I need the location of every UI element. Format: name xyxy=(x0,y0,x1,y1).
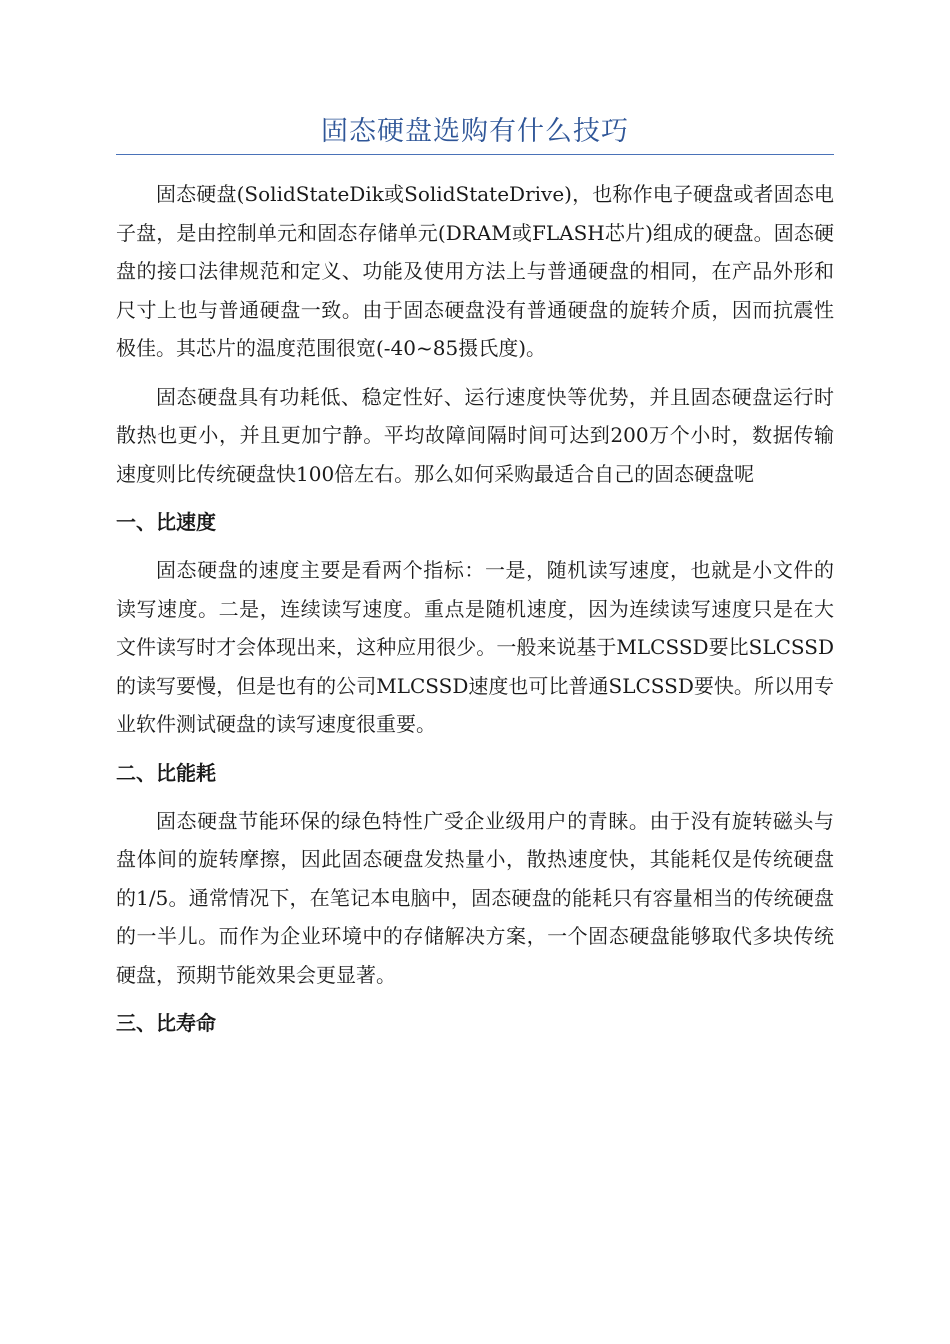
section-heading-speed: 一、比速度 xyxy=(116,510,216,534)
section-body-speed: 固态硬盘的速度主要是看两个指标：一是，随机读写速度，也就是小文件的读写速度。二是，连续读写速度。重点是随机速度，因为连续读写速度只是在大文件读写时才会体现出来，这种应用很少。一般来说基于MLCSSD要比SLCSSD的读写要慢，但是也有的公司MLCSSD速度也可比普通SLCSSD要快。所以用专业软件测试硬盘的读写速度很重要。 xyxy=(116,558,834,736)
section-body-energy: 固态硬盘节能环保的绿色特性广受企业级用户的青睐。由于没有旋转磁头与盘体间的旋转摩擦，因此固态硬盘发热量小，散热速度快，其能耗仅是传统硬盘的1/5。通常情况下，在笔记本电脑中，固态硬盘的能耗只有容量相当的传统硬盘的一半儿。而作为企业环境中的存储解决方案，一个固态硬盘能够取代多块传统硬盘，预期节能效果会更显著。 xyxy=(116,808,834,987)
intro-paragraph-2: 固态硬盘具有功耗低、稳定性好、运行速度快等优势，并且固态硬盘运行时散热也更小，并且更加宁静。平均故障间隔时间可达到200万个小时，数据传输速度则比传统硬盘快100倍左右。那么如何采购最适合自己的固态硬盘呢 xyxy=(116,384,834,486)
document-title: 固态硬盘选购有什么技巧 xyxy=(116,112,834,155)
section-heading-energy: 二、比能耗 xyxy=(116,760,216,785)
intro-paragraph-1: 固态硬盘(SolidStateDik或SolidStateDrive)，也称作电子硬盘或者固态电子盘，是由控制单元和固态存储单元(DRAM或FLASH芯片)组成的硬盘。固态硬盘的接口法律规范和定义、功能及使用方法上与普通硬盘的相同，在产品外形和尺寸上也与普通硬盘一致。由于固态硬盘没有普通硬盘的旋转介质，因而抗震性极佳。其芯片的温度范围很宽(-40~85摄氏度)。 xyxy=(116,182,834,360)
section-heading-lifespan: 三、比寿命 xyxy=(116,1011,216,1035)
